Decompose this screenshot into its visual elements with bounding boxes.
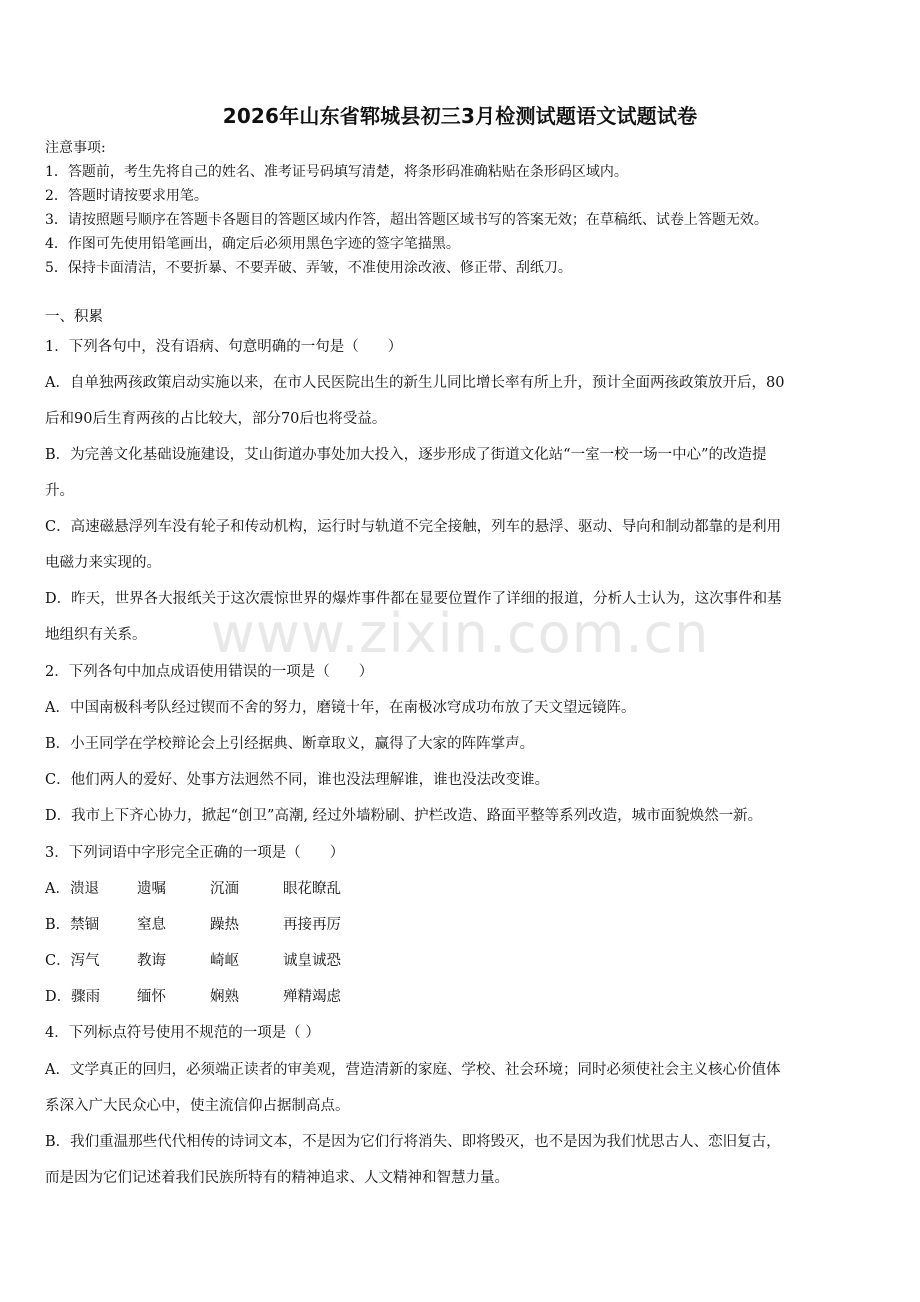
q3-word: 眼花瞭乱 xyxy=(283,881,341,897)
q1-option-b-line1: B．为完善文化基础设施建设，艾山街道办事处加大投入，逐步形成了街道文化站“一室一校一场一中心”的改造提 xyxy=(45,447,767,463)
q3-word: B．禁锢 xyxy=(45,917,100,933)
q3-word: 娴熟 xyxy=(210,989,239,1005)
q3-word: 遗嘱 xyxy=(137,881,166,897)
q4-option-b-line1: B．我们重温那些代代相传的诗词文本，不是因为它们行将消失、即将毁灭，也不是因为我们忧思古人、恋旧复古， xyxy=(45,1134,781,1150)
q2-option-a: A．中国南极科考队经过锲而不舍的努力，磨镜十年，在南极冰穹成功布放了天文望远镜阵。 xyxy=(45,700,636,716)
q3-option-row xyxy=(45,879,341,899)
q4-option-a-line1: A．文学真正的回归，必须端正读者的审美观，营造清新的家庭、学校、社会环境；同时必须使社会主义核心价值体 xyxy=(45,1062,781,1078)
q3-word: 诚皇诚恐 xyxy=(283,953,341,969)
q3-stem: 3．下列词语中字形完全正确的一项是（ ） xyxy=(45,845,345,861)
exam-title: 2026年山东省郓城县初三3月检测试题语文试题试卷 xyxy=(222,104,698,128)
q1-option-d-line1: D．昨天，世界各大报纸关于这次震惊世界的爆炸事件都在显要位置作了详细的报道，分析人士认为，这次事件和基 xyxy=(45,591,782,607)
q3-word: 崎岖 xyxy=(210,953,239,969)
q1-option-b-line2: 升。 xyxy=(45,483,74,499)
q1-option-c-line2: 电磁力来实现的。 xyxy=(45,555,161,571)
q1-option-c-line1: C．高速磁悬浮列车没有轮子和传动机构，运行时与轨道不完全接触，列车的悬浮、驱动、导向和制动都靠的是利用 xyxy=(45,519,782,535)
section-heading: 一、积累 xyxy=(45,309,103,325)
q3-word: 沉湎 xyxy=(210,881,239,897)
q3-option-row xyxy=(45,951,341,971)
q3-word: D．骤雨 xyxy=(45,989,101,1005)
q3-word: C．泻气 xyxy=(45,953,100,969)
notice-item-4: 4．作图可先使用铅笔画出，确定后必须用黑色字迹的签字笔描黑。 xyxy=(45,236,460,252)
q4-stem: 4．下列标点符号使用不规范的一项是（ ） xyxy=(45,1025,320,1041)
q4-option-a-line2: 系深入广大民众心中，使主流信仰占据制高点。 xyxy=(45,1098,350,1114)
notice-heading: 注意事项: xyxy=(45,140,106,156)
q1-option-d-line2: 地组织有关系。 xyxy=(45,627,147,643)
q2-stem: 2．下列各句中加点成语使用错误的一项是（ ） xyxy=(45,664,374,680)
q3-word: 教诲 xyxy=(137,953,166,969)
notice-item-2: 2．答题时请按要求用笔。 xyxy=(45,188,208,204)
q4-option-b-line2: 而是因为它们记述着我们民族所特有的精神追求、人文精神和智慧力量。 xyxy=(45,1170,509,1186)
q3-word: 窒息 xyxy=(137,917,166,933)
q1-stem: 1．下列各句中，没有语病、句意明确的一句是（ ） xyxy=(45,339,403,355)
q3-option-row xyxy=(45,915,341,935)
q3-option-row xyxy=(45,987,341,1007)
q3-word: 躁热 xyxy=(210,917,239,933)
q3-word: 殚精竭虑 xyxy=(283,989,341,1005)
q3-word: 缅怀 xyxy=(137,989,166,1005)
notice-item-1: 1．答题前，考生先将自己的姓名、准考证号码填写清楚，将条形码准确粘贴在条形码区域内。 xyxy=(45,164,628,180)
q3-word: 再接再厉 xyxy=(283,917,341,933)
notice-item-5: 5．保持卡面清洁，不要折暴、不要弄破、弄皱，不准使用涂改液、修正带、刮纸刀。 xyxy=(45,260,572,276)
q2-option-b: B．小王同学在学校辩论会上引经据典、断章取义，赢得了大家的阵阵掌声。 xyxy=(45,736,535,752)
q1-option-a-line2: 后和90后生育两孩的占比较大，部分70后也将受益。 xyxy=(45,411,387,427)
q3-word: A．溃退 xyxy=(45,881,99,897)
watermark: www.zixin.com.cn xyxy=(210,602,710,665)
q2-option-d: D．我市上下齐心协力，掀起“创卫”高潮, 经过外墙粉刷、护栏改造、路面平整等系列改造，城市面貌焕然一新。 xyxy=(45,808,763,824)
q2-option-c: C．他们两人的爱好、处事方法迥然不同，谁也没法理解谁，谁也没法改变谁。 xyxy=(45,772,550,788)
notice-item-3: 3．请按照题号顺序在答题卡各题目的答题区域内作答，超出答题区域书写的答案无效；在草稿纸、试卷上答题无效。 xyxy=(45,212,768,228)
q1-option-a-line1: A．自单独两孩政策启动实施以来，在市人民医院出生的新生儿同比增长率有所上升，预计全面两孩政策放开后，80 xyxy=(45,375,785,391)
